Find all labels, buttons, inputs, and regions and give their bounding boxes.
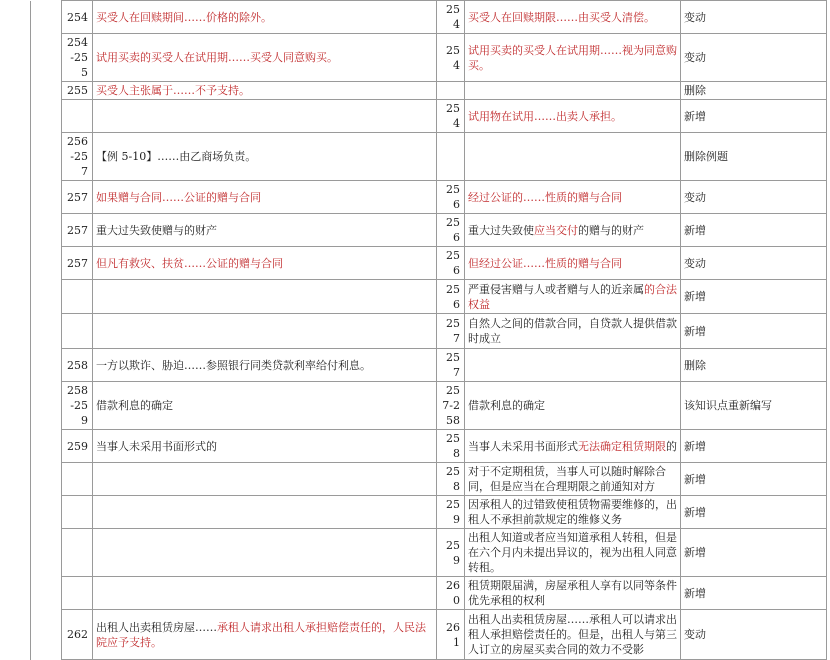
text-segment: 试用买卖的买受人在试用期……买受人同意购买。: [96, 51, 338, 64]
change-type-cell: 新增: [681, 430, 827, 463]
new-text-cell: [465, 34, 681, 82]
new-text-cell: [465, 349, 681, 382]
old-text-cell: [93, 82, 437, 100]
old-text-cell: [93, 34, 437, 82]
text-segment: 买受人在回赎期间……价格的除外。: [96, 10, 272, 24]
blank-margin-cell: [31, 133, 62, 181]
table-row: [31, 214, 827, 247]
new-text-cell: [465, 214, 681, 247]
table-row: [31, 496, 827, 529]
new-page-cell: 254: [437, 34, 465, 82]
table-row: [31, 133, 827, 181]
change-type-cell: 新增: [681, 529, 827, 577]
old-text-cell: [93, 1, 437, 34]
old-page-cell: 258: [62, 349, 93, 382]
new-page-cell: 257: [437, 349, 465, 382]
blank-margin-cell: [31, 1, 62, 34]
old-page-cell: 255: [62, 82, 93, 100]
new-page-cell: 259: [437, 496, 465, 529]
old-page-cell: [62, 463, 93, 496]
text-segment: 重大过失致使赠与的财产: [96, 223, 217, 237]
table-row: [31, 610, 827, 660]
change-type-cell: 新增: [681, 214, 827, 247]
new-text-cell: [465, 280, 681, 314]
new-text-cell: [465, 247, 681, 280]
old-page-cell: 254-255: [62, 34, 93, 82]
new-text-cell: [465, 610, 681, 660]
new-text-cell: [465, 314, 681, 349]
old-page-cell: [62, 314, 93, 349]
new-page-cell: [437, 133, 465, 181]
text-segment: 的合法权益: [468, 282, 677, 311]
old-page-cell: [62, 100, 93, 133]
blank-margin-cell: [31, 100, 62, 133]
old-text-cell: [93, 247, 437, 280]
old-text-cell: [93, 529, 437, 577]
new-text-cell: [465, 496, 681, 529]
blank-margin-cell: [31, 314, 62, 349]
text-segment: 【例 5-10】……由乙商场负责。: [96, 150, 257, 163]
new-page-cell: 256: [437, 247, 465, 280]
table-row: [31, 280, 827, 314]
text-segment: 的: [666, 439, 677, 453]
old-page-cell: [62, 577, 93, 610]
change-type-cell: 变动: [681, 1, 827, 34]
text-segment: 买受人在回赎期限……由买受人清偿。: [468, 10, 655, 24]
text-segment: 一方以欺诈、胁迫……参照银行同类贷款利率给付利息。: [96, 358, 371, 372]
old-text-cell: [93, 430, 437, 463]
change-type-cell: 删除: [681, 349, 827, 382]
text-segment: 应当交付: [534, 223, 578, 237]
table-row: [31, 1, 827, 34]
change-type-cell: 新增: [681, 100, 827, 133]
text-segment: 重大过失致使: [468, 223, 534, 237]
table-row: [31, 100, 827, 133]
old-text-cell: [93, 133, 437, 181]
new-text-cell: [465, 577, 681, 610]
change-type-cell: 新增: [681, 314, 827, 349]
blank-margin-cell: [31, 181, 62, 214]
new-text-cell: [465, 1, 681, 34]
blank-margin-cell: [31, 34, 62, 82]
old-page-cell: 258-259: [62, 382, 93, 430]
new-page-cell: 257: [437, 314, 465, 349]
change-type-cell: 新增: [681, 463, 827, 496]
blank-margin-cell: [31, 463, 62, 496]
old-text-cell: [93, 610, 437, 660]
blank-margin-cell: [31, 214, 62, 247]
new-page-cell: 258: [437, 430, 465, 463]
text-segment: 出租人出卖租赁房屋……: [96, 620, 217, 634]
text-segment: 但经过公证……性质的赠与合同: [468, 256, 622, 270]
new-page-cell: 256: [437, 214, 465, 247]
table-row: [31, 577, 827, 610]
old-text-cell: [93, 181, 437, 214]
table-row: [31, 463, 827, 496]
new-page-cell: 254: [437, 1, 465, 34]
new-page-cell: 254: [437, 100, 465, 133]
blank-margin-cell: [31, 610, 62, 660]
old-text-cell: [93, 314, 437, 349]
old-page-cell: [62, 280, 93, 314]
change-type-cell: 变动: [681, 34, 827, 82]
blank-margin-cell: [31, 529, 62, 577]
blank-margin-cell: [31, 577, 62, 610]
old-page-cell: [62, 496, 93, 529]
text-segment: 出租人知道或者应当知道承租人转租，但是在六个月内未提出异议的，视为出租人同意转租。: [468, 531, 677, 574]
old-page-cell: 259: [62, 430, 93, 463]
old-text-cell: [93, 100, 437, 133]
new-text-cell: [465, 463, 681, 496]
text-segment: 出租人出卖租赁房屋……承租人可以请求出租人承担赔偿责任的。但是，出租人与第三人订立的房屋买卖合同的效力不受影: [468, 613, 677, 656]
table-row: [31, 529, 827, 577]
blank-margin-cell: [31, 247, 62, 280]
blank-margin-cell: [31, 496, 62, 529]
new-page-cell: 257-258: [437, 382, 465, 430]
new-page-cell: 258: [437, 463, 465, 496]
table-row: [31, 314, 827, 349]
old-page-cell: 257: [62, 214, 93, 247]
change-type-cell: 变动: [681, 181, 827, 214]
text-segment: 无法确定租赁期限: [578, 439, 666, 453]
table-row: [31, 430, 827, 463]
text-segment: 经过公证的……性质的赠与合同: [468, 190, 622, 204]
old-page-cell: [62, 529, 93, 577]
old-text-cell: [93, 349, 437, 382]
new-page-cell: 261: [437, 610, 465, 660]
comparison-table: [30, 0, 827, 660]
old-text-cell: [93, 382, 437, 430]
text-segment: 承租人请求出租人承担赔偿责任的，人民法院应予支持。: [96, 620, 426, 649]
blank-margin-cell: [31, 280, 62, 314]
new-text-cell: [465, 382, 681, 430]
text-segment: 如果赠与合同……公证的赠与合同: [96, 190, 261, 204]
new-page-cell: 256: [437, 280, 465, 314]
blank-margin-cell: [31, 382, 62, 430]
table-row: [31, 181, 827, 214]
old-text-cell: [93, 280, 437, 314]
old-text-cell: [93, 214, 437, 247]
new-text-cell: [465, 430, 681, 463]
text-segment: 买受人主张属于……不予支持。: [96, 84, 250, 97]
table-row: [31, 34, 827, 82]
text-segment: 但凡有救灾、扶贫……公证的赠与合同: [96, 256, 283, 270]
change-type-cell: 删除: [681, 82, 827, 100]
old-page-cell: 254: [62, 1, 93, 34]
text-segment: 对于不定期租赁，当事人可以随时解除合同，但是应当在合理期限之前通知对方: [468, 465, 666, 493]
text-segment: 的赠与的财产: [578, 223, 644, 237]
old-page-cell: 257: [62, 247, 93, 280]
table-row: [31, 382, 827, 430]
old-text-cell: [93, 496, 437, 529]
new-text-cell: [465, 529, 681, 577]
new-text-cell: [465, 100, 681, 133]
old-text-cell: [93, 577, 437, 610]
new-text-cell: [465, 133, 681, 181]
change-type-cell: 新增: [681, 280, 827, 314]
change-type-cell: 变动: [681, 610, 827, 660]
blank-margin-cell: [31, 430, 62, 463]
new-text-cell: [465, 181, 681, 214]
text-segment: 因承租人的过错致使租赁物需要维修的，出租人不承担前款规定的维修义务: [468, 498, 677, 526]
table-row: [31, 349, 827, 382]
new-page-cell: [437, 82, 465, 100]
old-page-cell: 256-257: [62, 133, 93, 181]
new-text-cell: [465, 82, 681, 100]
new-page-cell: 259: [437, 529, 465, 577]
change-type-cell: 删除例题: [681, 133, 827, 181]
table-row: [31, 82, 827, 100]
blank-margin-cell: [31, 82, 62, 100]
text-segment: 严重侵害赠与人或者赠与人的近亲属: [468, 282, 644, 296]
text-segment: 借款利息的确定: [96, 399, 173, 412]
old-text-cell: [93, 463, 437, 496]
text-segment: 自然人之间的借款合同，自贷款人提供借款时成立: [468, 317, 677, 345]
old-page-cell: 257: [62, 181, 93, 214]
text-segment: 试用物在试用……出卖人承担。: [468, 109, 622, 123]
text-segment: 当事人未采用书面形式的: [96, 439, 217, 453]
blank-margin-cell: [31, 349, 62, 382]
text-segment: 借款利息的确定: [468, 399, 545, 412]
old-page-cell: 262: [62, 610, 93, 660]
table-row: [31, 247, 827, 280]
change-type-cell: 变动: [681, 247, 827, 280]
new-page-cell: 256: [437, 181, 465, 214]
change-type-cell: 新增: [681, 577, 827, 610]
text-segment: 当事人未采用书面形式: [468, 439, 578, 453]
change-type-cell: 该知识点重新编写: [681, 382, 827, 430]
text-segment: 租赁期限届满，房屋承租人享有以同等条件优先承租的权利: [468, 579, 677, 607]
change-type-cell: 新增: [681, 496, 827, 529]
new-page-cell: 260: [437, 577, 465, 610]
text-segment: 试用买卖的买受人在试用期……视为同意购买。: [468, 43, 677, 72]
